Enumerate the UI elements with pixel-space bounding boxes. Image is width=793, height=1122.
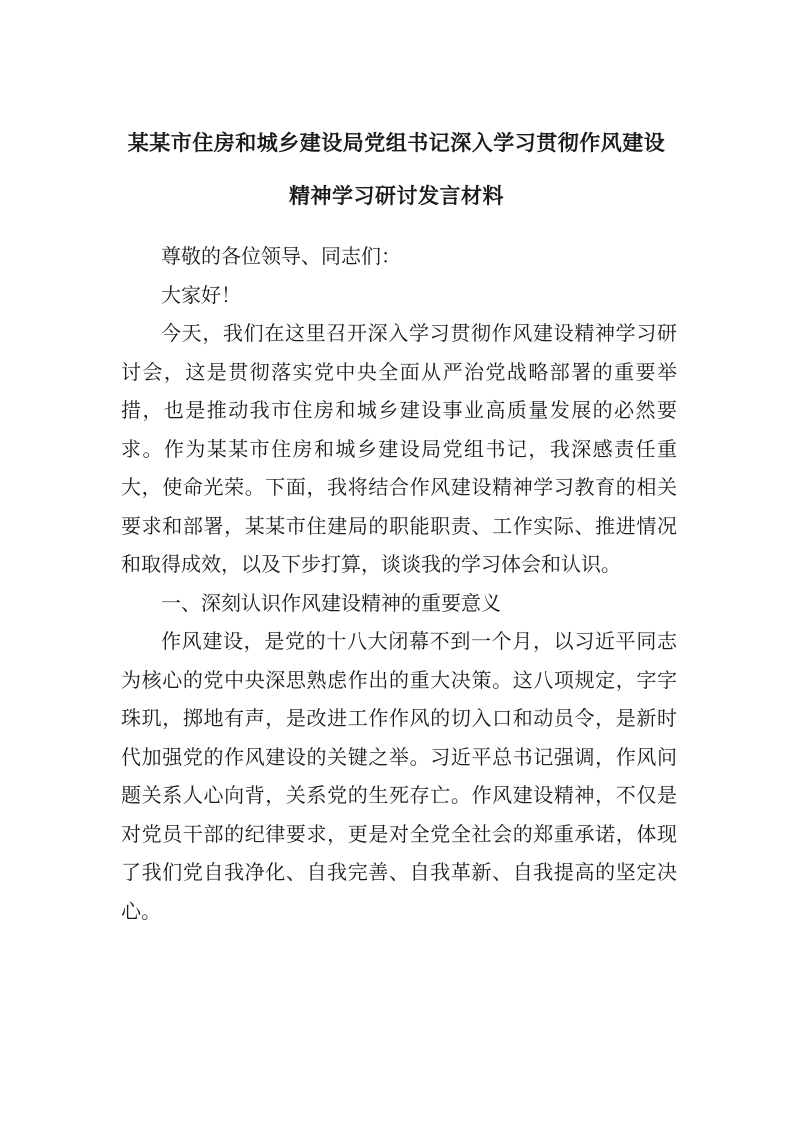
- greeting: 大家好！: [161, 282, 241, 307]
- section-1-paragraph: 作风建设，是党的十八大闭幕不到一个月，以习近平同志为核心的党中央深思熟虑作出的重大决策。这八项规定，字字珠玑，掷地有声，是改进工作作风的切入口和动员令，是新时代加强党的作风建设的关键之举。习近平总书记强调，作风问题关系人心向背，关系党的生死存亡。作风建设精神，不仅是对党员干部的纪律要求，更是对全党全社会的郑重承诺，体现了我们党自我净化、自我完善、自我革新、自我提高的坚定决心。: [121, 629, 677, 923]
- section-heading-1: 一、深刻认识作风建设精神的重要意义: [161, 590, 501, 615]
- salutation: 尊敬的各位领导、同志们：: [161, 244, 401, 268]
- document-title-line-2: 精神学习研讨发言材料: [289, 183, 504, 208]
- document-body: [121, 237, 677, 930]
- document-title-line-1: 某某市住房和城乡建设局党组书记深入学习贯彻作风建设: [127, 130, 666, 155]
- intro-paragraph: 今天，我们在这里召开深入学习贯彻作风建设精神学习研讨会，这是贯彻落实党中央全面从严治党战略部署的重要举措，也是推动我市住房和城乡建设事业高质量发展的必然要求。作为某某市住房和城乡建设局党组书记，我深感责任重大，使命光荣。下面，我将结合作风建设精神学习教育的相关要求和部署，某某市住建局的职能职责、工作实际、推进情况和取得成效，以及下步打算，谈谈我的学习体会和认识。: [121, 321, 677, 576]
